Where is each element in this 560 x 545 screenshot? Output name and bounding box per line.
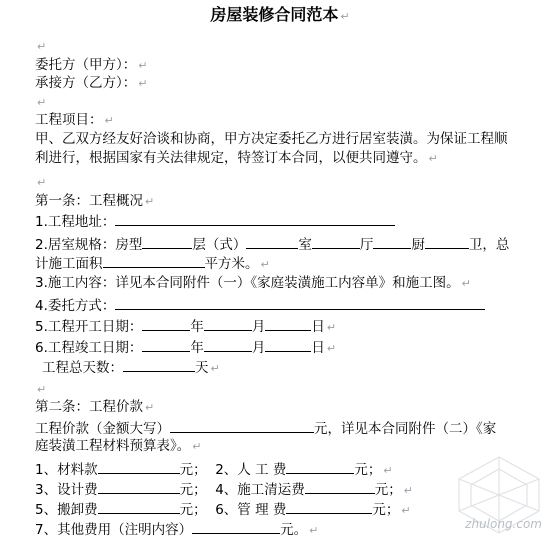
document-title: 房屋装修合同范本 ↵ [210, 5, 350, 24]
blank-line: ↵ [37, 96, 47, 109]
fee-row-2: 3、设计费 元； 4、施工清运费 元； ↵ [35, 479, 413, 500]
fee-row-3: 5、搬卸费 元； 6、管 理 费 元； ↵ [35, 499, 411, 520]
article2-heading: 第二条：工程价款 ↵ [35, 399, 155, 415]
total-days-line: 工程总天数： 天 ↵ [42, 357, 220, 378]
area-line: 计施工面积 平方米。 ↵ [35, 253, 270, 274]
price-line: 工程价款（金额大写） 元，详见本合同附件（二）《家 [35, 418, 496, 438]
start-date-line: 5.工程开工日期： 年 月 日 ↵ [35, 316, 336, 337]
intro-line-2: 利进行，根据国家有关法律规定，特签订本合同，以便共同遵守。 ↵ [35, 150, 438, 166]
fee-row-1: 1、材料款 元； 2、人 工 费 元； ↵ [35, 459, 393, 480]
end-date-line: 6.工程竣工日期： 年 月 日 ↵ [35, 337, 336, 358]
method-line: 4.委托方式： [35, 295, 485, 315]
intro-line-1: 甲、乙双方经友好洽谈和协商，甲方决定委托乙方进行居室装潢。为保证工程顺 [35, 131, 508, 147]
watermark-text: zhulong.com [465, 517, 542, 531]
fee-row-4: 7、其他费用（注明内容） 元。 ↵ [35, 519, 318, 540]
content-line: 3.施工内容：详见本合同附件（一）《家庭装潢施工内容单》和施工图。 ↵ [35, 275, 471, 291]
blank-line: ↵ [37, 40, 47, 53]
project-line: 工程项目： ↵ [35, 112, 114, 128]
article1-heading: 第一条：工程概况 ↵ [35, 193, 155, 209]
spec-line: 2.居室规格：房型 层（式） 室 厅 厨 卫，总 [35, 234, 509, 254]
address-line: 1.工程地址： [35, 211, 395, 231]
price-line-2: 庭装潢工程材料预算表》。 ↵ [35, 438, 202, 454]
client-line: 委托方（甲方）： ↵ [35, 57, 148, 73]
blank-line: ↵ [37, 383, 47, 396]
blank-line: ↵ [37, 176, 47, 189]
contractor-line: 承接方（乙方）： ↵ [35, 75, 148, 91]
